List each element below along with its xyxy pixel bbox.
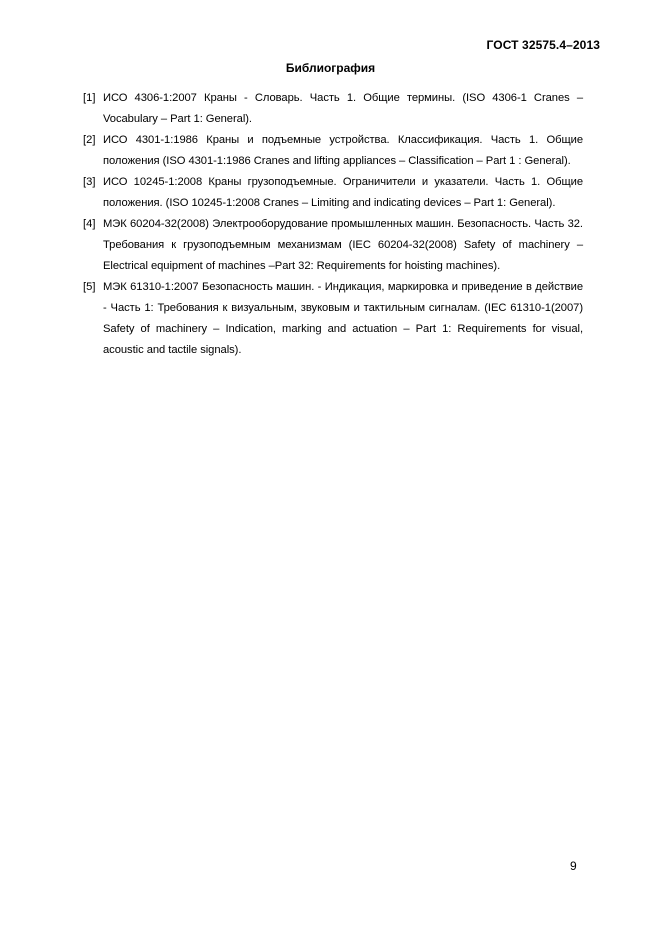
entry-number: [1] bbox=[83, 92, 96, 104]
bibliography-entry bbox=[83, 214, 583, 277]
entry-number: [5] bbox=[83, 281, 96, 293]
document-code: ГОСТ 32575.4–2013 bbox=[486, 38, 600, 52]
entry-text: МЭК 61310-1:2007 Безопасность машин. - Индикация, маркировка и приведение в действие - Часть 1: Требования к визуальным, звуковым и тактильным сигналам. (IEC 61310-1(2007) Safety of machinery – Indication, marking and actuation – Part 1: Requirements for visual, acoustic and tactile signals). bbox=[103, 281, 583, 356]
entry-text: ИСО 4306-1:2007 Краны - Словарь. Часть 1. Общие термины. (ISO 4306-1 Cranes – Vocabulary – Part 1: General). bbox=[103, 92, 583, 125]
bibliography-entry bbox=[83, 277, 583, 361]
bibliography-entry bbox=[83, 130, 583, 172]
page-number: 9 bbox=[570, 859, 577, 873]
entry-text: ИСО 10245-1:2008 Краны грузоподъемные. Ограничители и указатели. Часть 1. Общие положения. (ISO 10245-1:2008 Cranes – Limiting and indicating devices – Part 1: General). bbox=[103, 176, 583, 209]
bibliography-list bbox=[83, 88, 583, 361]
entry-text: ИСО 4301-1:1986 Краны и подъемные устройства. Классификация. Часть 1. Общие положения (ISO 4301-1:1986 Cranes and lifting appliances – Classification – Part 1 : General). bbox=[103, 134, 583, 167]
entry-text: МЭК 60204-32(2008) Электрооборудование промышленных машин. Безопасность. Часть 32. Требования к грузоподъемным механизмам (IEC 60204-32(2008) Safety of machinery – Electrical equipment of machines –Part 32: Requirements for hoisting machines). bbox=[103, 218, 583, 272]
section-title: Библиография bbox=[285, 61, 376, 75]
bibliography-entry bbox=[83, 172, 583, 214]
entry-number: [4] bbox=[83, 218, 96, 230]
bibliography-entry bbox=[83, 88, 583, 130]
entry-number: [3] bbox=[83, 176, 96, 188]
entry-number: [2] bbox=[83, 134, 96, 146]
